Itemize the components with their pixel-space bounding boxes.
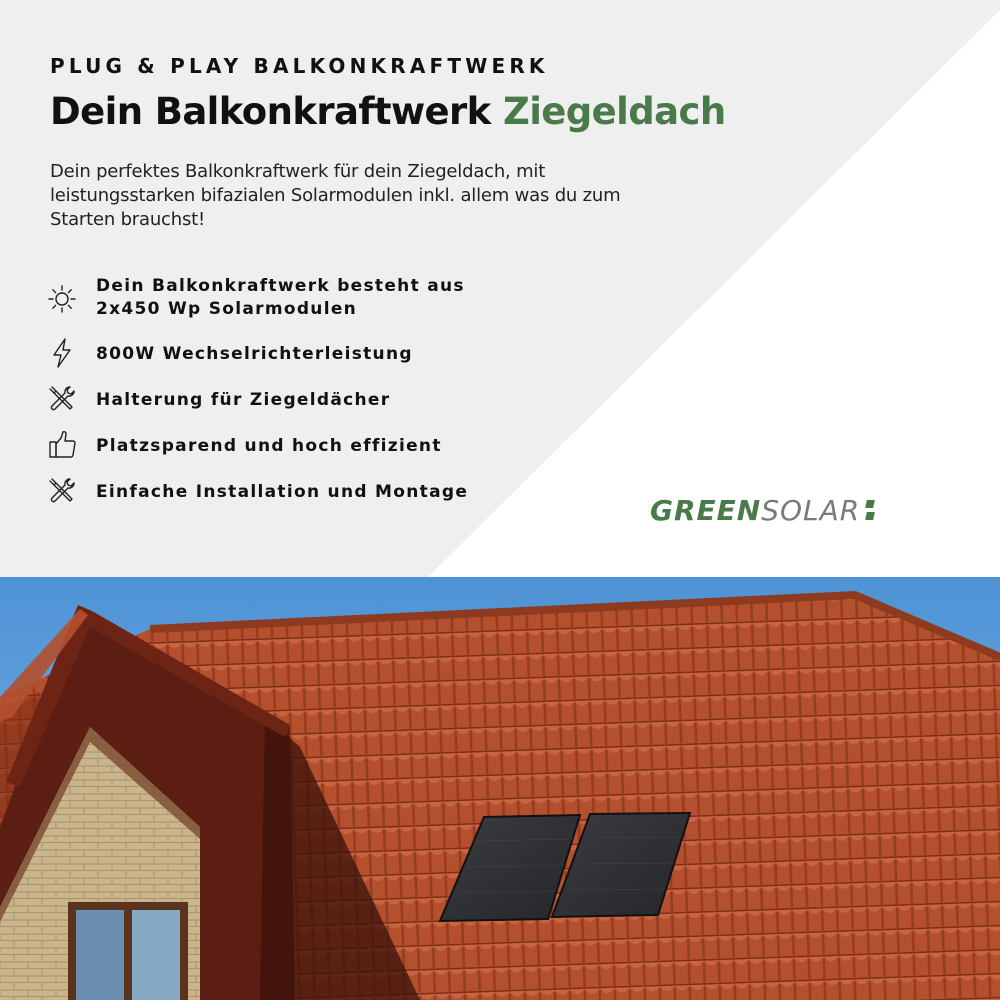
feature-line: Dein Balkonkraftwerk besteht aus xyxy=(96,276,465,296)
feature-text: 800W Wechselrichterleistung xyxy=(96,344,413,364)
feature-text: Platzsparend und hoch effizient xyxy=(96,436,442,456)
feature-item xyxy=(46,479,506,525)
title-main: Dein Balkonkraftwerk xyxy=(50,90,491,133)
feature-text: Halterung für Ziegeldächer xyxy=(96,390,391,410)
feature-item xyxy=(46,387,506,433)
logo-colon-mark xyxy=(864,498,874,522)
title-accent: Ziegeldach xyxy=(502,90,726,133)
feature-item xyxy=(46,341,506,387)
page-title xyxy=(50,90,726,133)
sun-icon xyxy=(46,283,78,315)
tools-icon xyxy=(46,383,78,415)
roof-photo xyxy=(0,577,1000,1000)
feature-list xyxy=(46,273,506,525)
logo-solar: SOLAR xyxy=(761,494,861,527)
feature-item xyxy=(46,433,506,479)
feature-text: Einfache Installation und Montage xyxy=(96,482,469,502)
eyebrow-label: PLUG & PLAY BALKONKRAFTWERK xyxy=(50,54,549,78)
brand-logo xyxy=(650,494,874,527)
feature-text xyxy=(96,273,465,321)
lightning-icon xyxy=(46,337,78,369)
feature-line: 2x450 Wp Solarmodulen xyxy=(96,299,358,319)
tools-icon xyxy=(46,475,78,507)
thumbs-up-icon xyxy=(46,429,78,461)
logo-green: GREEN xyxy=(650,494,762,527)
feature-item xyxy=(46,273,506,341)
description: Dein perfektes Balkonkraftwerk für dein Ziegeldach, mit leistungsstarken bifazialen Solarmodulen inkl. allem was du zum Starten brauchst! xyxy=(50,161,621,230)
